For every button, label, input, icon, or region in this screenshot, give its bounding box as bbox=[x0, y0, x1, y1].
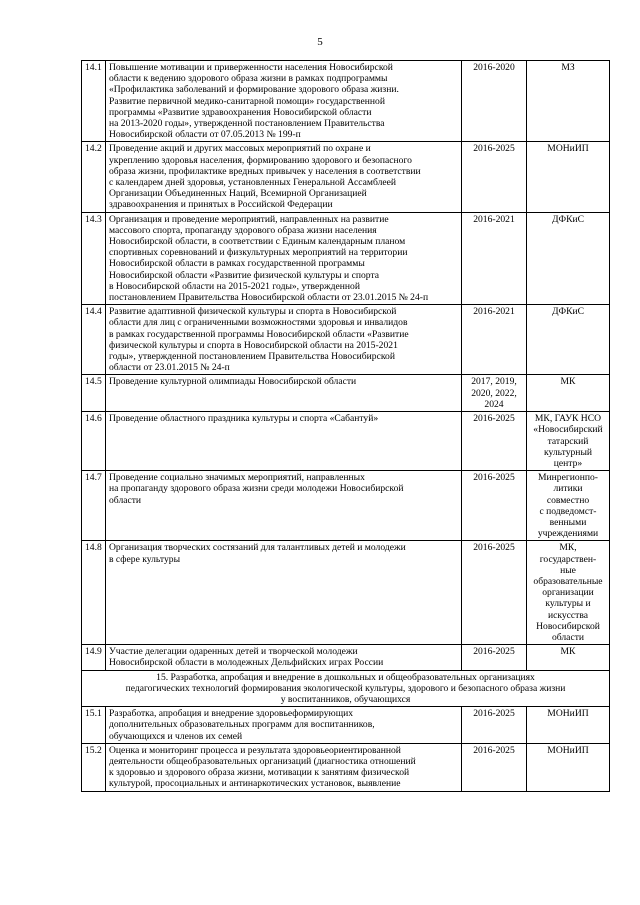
table-row bbox=[82, 541, 610, 645]
item-description-line: Разработка, апробация и внедрение здоровьеформирующих bbox=[109, 708, 354, 720]
item-description bbox=[106, 412, 462, 471]
item-description bbox=[106, 142, 462, 212]
item-number: 14.2 bbox=[82, 142, 106, 212]
item-description-line: Развитие адаптивной физической культуры и спорта в Новосибирской bbox=[109, 306, 397, 318]
item-description-line: здравоохранения и принятых в Российской Федерации bbox=[109, 199, 333, 211]
item-responsible-line: МК, ГАУК НСО bbox=[534, 413, 602, 425]
item-responsible-line: ные bbox=[560, 564, 576, 576]
item-years-line: 2024 bbox=[484, 398, 504, 410]
item-years-line: 2020, 2022, bbox=[471, 387, 517, 399]
item-responsible bbox=[527, 743, 610, 791]
item-years bbox=[462, 212, 527, 305]
item-years bbox=[462, 61, 527, 142]
item-responsible-line: МОНиИП bbox=[547, 708, 589, 720]
item-description-line: Развитие первичной медико-санитарной помощи» государственной bbox=[109, 95, 385, 107]
item-number: 14.1 bbox=[82, 61, 106, 142]
item-description bbox=[106, 375, 462, 412]
item-responsible-line: литики bbox=[553, 483, 583, 495]
item-responsible-line: венными bbox=[549, 516, 587, 528]
item-years-line: 2016-2025 bbox=[473, 744, 515, 756]
item-number: 15.2 bbox=[82, 743, 106, 791]
table-row bbox=[82, 743, 610, 791]
section-heading-line: у воспитанников, обучающихся bbox=[280, 693, 411, 705]
item-responsible bbox=[527, 142, 610, 212]
item-number: 14.5 bbox=[82, 375, 106, 412]
item-number: 14.7 bbox=[82, 471, 106, 541]
item-description-line: программы «Развитие здравоохранения Новосибирской области bbox=[109, 106, 372, 118]
item-responsible-line: совместно bbox=[546, 494, 590, 506]
item-responsible-line: МК bbox=[560, 646, 576, 658]
item-description bbox=[106, 61, 462, 142]
item-description-line: образа жизни, профилактике вредных привычек у населения в соответствии bbox=[109, 165, 421, 177]
item-years bbox=[462, 142, 527, 212]
table-row bbox=[82, 645, 610, 670]
item-description-line: в Новосибирской области на 2015-2021 годы», утвержденной bbox=[109, 280, 360, 292]
item-responsible-line: искусства bbox=[547, 609, 589, 621]
item-description-line: Проведение культурной олимпиады Новосибирской области bbox=[109, 376, 357, 388]
item-responsible-line: государствен- bbox=[539, 553, 597, 565]
item-description-line: Организация творческих состязаний для талантливых детей и молодежи bbox=[109, 542, 406, 554]
item-description-line: в сфере культуры bbox=[109, 553, 181, 565]
item-number: 14.6 bbox=[82, 412, 106, 471]
item-responsible bbox=[527, 707, 610, 744]
table-row bbox=[82, 305, 610, 375]
item-responsible bbox=[527, 212, 610, 305]
item-years-line: 2016-2025 bbox=[473, 646, 515, 658]
section-heading-line: 15. Разработка, апробация и внедрение в дошкольных и общеобразовательных организациях bbox=[156, 671, 535, 683]
item-description-line: Новосибирской области от 07.05.2013 № 199-п bbox=[109, 129, 301, 141]
item-description-line: области к ведению здорового образа жизни в рамках подпрограммы bbox=[109, 73, 388, 85]
item-description-line: к здоровью и здорового образа жизни, мотивации к занятиям физической bbox=[109, 767, 410, 779]
item-responsible bbox=[527, 541, 610, 645]
item-description-line: области для лиц с ограниченными возможностями здоровья и инвалидов bbox=[109, 317, 408, 329]
item-description-line: обучающихся и членов их семей bbox=[109, 730, 243, 742]
section-heading bbox=[82, 670, 610, 707]
table-body bbox=[82, 61, 610, 792]
item-years-line: 2016-2025 bbox=[473, 542, 515, 554]
item-responsible bbox=[527, 61, 610, 142]
item-description-line: Участие делегации одаренных детей и творческой молодежи bbox=[109, 646, 358, 658]
item-years bbox=[462, 375, 527, 412]
item-description-line: Новосибирской области в молодежных Дельфийских играх России bbox=[109, 657, 384, 669]
item-responsible-line: ДФКиС bbox=[551, 306, 585, 318]
item-responsible-line: МЗ bbox=[561, 62, 575, 73]
table-row bbox=[82, 212, 610, 305]
item-years bbox=[462, 412, 527, 471]
item-responsible-line: татарский bbox=[547, 435, 589, 447]
item-years bbox=[462, 645, 527, 670]
section-heading-row bbox=[82, 670, 610, 707]
item-description-line: постановлением Правительства Новосибирской области от 23.01.2015 № 24-п bbox=[109, 292, 429, 304]
item-responsible-line: культуры и bbox=[545, 598, 591, 610]
item-description-line: спортивных соревнований и физкультурных мероприятий на территории bbox=[109, 247, 408, 259]
item-number: 14.4 bbox=[82, 305, 106, 375]
item-description-line: укреплению здоровья населения, формированию здорового и безопасного bbox=[109, 154, 412, 166]
item-years bbox=[462, 471, 527, 541]
section-heading-line: педагогических технологий формирования экологической культуры, здорового и безопасного образа жизни bbox=[125, 682, 566, 694]
item-responsible-line: с подведомст- bbox=[539, 505, 597, 517]
item-responsible bbox=[527, 305, 610, 375]
item-responsible bbox=[527, 471, 610, 541]
item-description-line: области от 23.01.2015 № 24-п bbox=[109, 362, 230, 374]
item-number: 14.8 bbox=[82, 541, 106, 645]
item-responsible-line: МОНиИП bbox=[547, 744, 589, 756]
item-years-line: 2017, 2019, bbox=[471, 376, 517, 388]
item-description-line: в рамках государственной программы Новосибирской области «Развитие bbox=[109, 328, 409, 340]
item-years-line: 2016-2025 bbox=[473, 472, 515, 484]
item-responsible-line: центр» bbox=[553, 457, 583, 469]
page-number: 5 bbox=[317, 36, 323, 48]
item-description bbox=[106, 212, 462, 305]
item-description bbox=[106, 471, 462, 541]
item-description bbox=[106, 305, 462, 375]
item-years bbox=[462, 707, 527, 744]
item-description bbox=[106, 743, 462, 791]
item-number: 14.3 bbox=[82, 212, 106, 305]
item-description-line: Проведение акций и других массовых мероприятий по охране и bbox=[109, 143, 371, 155]
measures-table bbox=[81, 60, 610, 792]
item-description-line: Проведение социально значимых мероприятий, направленных bbox=[109, 472, 365, 484]
item-years bbox=[462, 541, 527, 645]
item-years-line: 2016-2021 bbox=[473, 306, 515, 318]
table-row bbox=[82, 412, 610, 471]
item-responsible-line: учреждениями bbox=[537, 528, 599, 540]
item-description-line: области bbox=[109, 494, 142, 506]
item-description-line: Новосибирской области в рамках государственной программы bbox=[109, 258, 365, 270]
item-description-line: дополнительных образовательных программ для воспитанников, bbox=[109, 719, 375, 731]
item-responsible-line: МК, bbox=[559, 542, 577, 554]
item-description-line: годы», утвержденной постановлением Правительства Новосибирской bbox=[109, 351, 395, 363]
item-years-line: 2016-2021 bbox=[473, 213, 515, 225]
item-number: 14.9 bbox=[82, 645, 106, 670]
item-years bbox=[462, 305, 527, 375]
item-description-line: Проведение областного праздника культуры и спорта «Сабантуй» bbox=[109, 413, 379, 425]
item-responsible-line: МОНиИП bbox=[547, 143, 589, 155]
item-description bbox=[106, 541, 462, 645]
item-responsible-line: культурный bbox=[543, 446, 593, 458]
item-description bbox=[106, 707, 462, 744]
item-description-line: на 2013-2020 годы», утвержденной постановлением Правительства bbox=[109, 118, 385, 130]
item-description-line: Организация и проведение мероприятий, направленных на развитие bbox=[109, 213, 389, 225]
item-description bbox=[106, 645, 462, 670]
item-number: 15.1 bbox=[82, 707, 106, 744]
item-description-line: Оценка и мониторинг процесса и результата здоровьеориентированной bbox=[109, 744, 401, 756]
table-row bbox=[82, 375, 610, 412]
item-responsible-line: МК bbox=[560, 376, 576, 388]
item-description-line: физической культуры и спорта в Новосибирской области на 2015-2021 bbox=[109, 339, 398, 351]
item-description-line: «Профилактика заболеваний и формирование здорового образа жизни. bbox=[109, 84, 399, 96]
item-responsible-line: Новосибирской bbox=[536, 620, 600, 632]
item-years-line: 2016-2025 bbox=[473, 143, 515, 155]
table-row bbox=[82, 142, 610, 212]
item-description-line: на пропаганду здорового образа жизни среди молодежи Новосибирской bbox=[109, 483, 404, 495]
item-description-line: с календарем дней здоровья, установленных Генеральной Ассамблеей bbox=[109, 177, 397, 189]
table-row bbox=[82, 61, 610, 142]
item-responsible bbox=[527, 412, 610, 471]
item-years-line: 2016-2025 bbox=[473, 708, 515, 720]
item-description-line: культурой, просоциальных и антинаркотических установок, выявление bbox=[109, 778, 401, 790]
item-responsible-line: «Новосибирский bbox=[533, 424, 603, 436]
item-description-line: Повышение мотивации и приверженности населения Новосибирской bbox=[109, 62, 393, 73]
item-years-line: 2016-2020 bbox=[473, 62, 515, 73]
item-years bbox=[462, 743, 527, 791]
item-responsible bbox=[527, 645, 610, 670]
item-responsible bbox=[527, 375, 610, 412]
item-years-line: 2016-2025 bbox=[473, 413, 515, 425]
item-responsible-line: организации bbox=[542, 587, 594, 599]
item-responsible-line: Минрегионпо- bbox=[538, 472, 598, 484]
item-responsible-line: ДФКиС bbox=[551, 213, 585, 225]
item-description-line: деятельности общеобразовательных организаций (диагностика отношений bbox=[109, 755, 416, 767]
item-description-line: массового спорта, пропаганду здорового образа жизни населения bbox=[109, 224, 377, 236]
table-row bbox=[82, 707, 610, 744]
item-responsible-line: образовательные bbox=[533, 575, 603, 587]
item-description-line: Новосибирской области «Развитие физической культуры и спорта bbox=[109, 269, 380, 281]
item-description-line: Новосибирской области, в соответствии с Единым календарным планом bbox=[109, 236, 406, 248]
item-responsible-line: области bbox=[551, 631, 585, 643]
item-description-line: Организации Объединенных Наций, Всемирной Организацией bbox=[109, 188, 367, 200]
table-row bbox=[82, 471, 610, 541]
